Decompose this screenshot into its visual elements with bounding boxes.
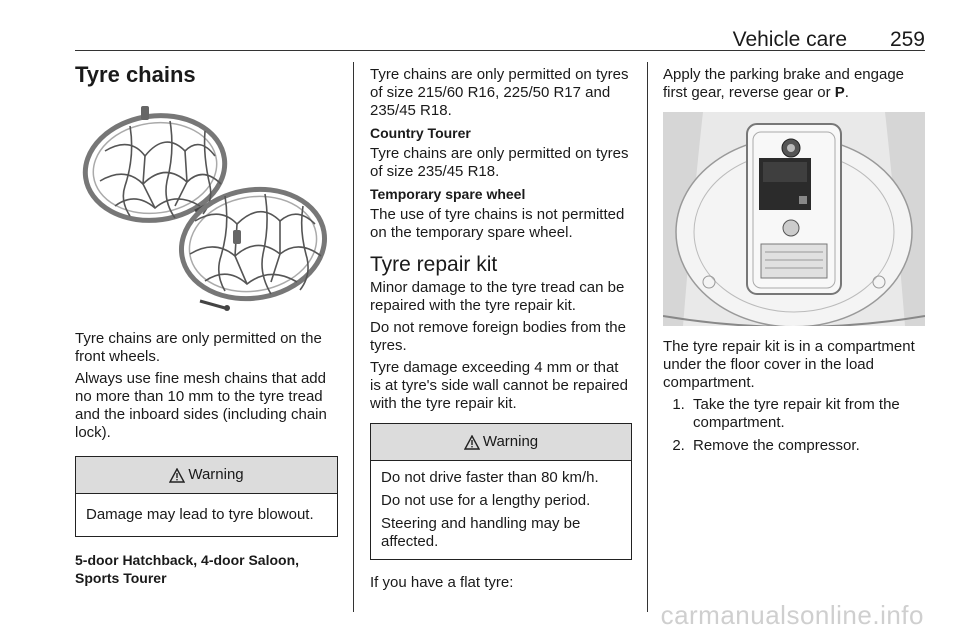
warning-title: Warning bbox=[482, 433, 539, 450]
warning-triangle-icon bbox=[169, 468, 185, 483]
warning-box bbox=[75, 456, 338, 537]
section-title: Vehicle care bbox=[732, 28, 847, 51]
section-heading: Tyre repair kit bbox=[370, 253, 498, 276]
column-right bbox=[663, 66, 925, 460]
tyre-chains-illustration bbox=[75, 96, 338, 318]
repair-kit-compartment-illustration bbox=[663, 112, 925, 326]
warning-header bbox=[76, 457, 337, 494]
page-number: 259 bbox=[889, 28, 925, 51]
paragraph: Minor damage to the tyre tread can be repaired with the tyre repair kit. bbox=[370, 279, 625, 314]
warning-text: Damage may lead to tyre blowout. bbox=[86, 506, 314, 523]
subheading: Temporary spare wheel bbox=[370, 186, 526, 202]
paragraph: The tyre repair kit is in a compartment under the floor cover in the load compartment. bbox=[663, 338, 915, 391]
column-divider bbox=[647, 62, 648, 612]
paragraph: Tyre damage exceeding 4 mm or that is at tyre's side wall cannot be repaired with the tyre repair kit. bbox=[370, 359, 628, 412]
paragraph: Do not remove foreign bodies from the tyres. bbox=[370, 319, 626, 354]
warning-header bbox=[371, 424, 631, 461]
column-divider bbox=[353, 62, 354, 612]
text-run: Apply the parking brake and engage first gear, reverse gear or bbox=[663, 66, 905, 101]
steps-list bbox=[663, 396, 925, 455]
warning-line: Do not drive faster than 80 km/h. bbox=[381, 469, 599, 486]
page-title: Tyre chains bbox=[75, 62, 196, 87]
subheading: Country Tourer bbox=[370, 125, 471, 141]
list-item: 2. Remove the compressor. bbox=[689, 437, 925, 455]
column-middle bbox=[370, 66, 632, 596]
warning-triangle-icon bbox=[464, 435, 480, 450]
paragraph: The use of tyre chains is not permitted on the temporary spare wheel. bbox=[370, 206, 625, 241]
column-left bbox=[75, 62, 338, 590]
watermark: carmanualsonline.info bbox=[660, 600, 924, 630]
paragraph bbox=[663, 66, 925, 102]
warning-line: Steering and handling may be affected. bbox=[381, 515, 581, 550]
paragraph: Tyre chains are only permitted on tyres of size 235/45 R18. bbox=[370, 145, 629, 180]
text-run-bold: P bbox=[834, 84, 845, 101]
warning-line: Do not use for a lengthy period. bbox=[381, 492, 591, 509]
text-run: . bbox=[844, 84, 849, 101]
page-header bbox=[75, 22, 925, 51]
list-item: 1. Take the tyre repair kit from the compartment. bbox=[689, 396, 925, 432]
paragraph: Tyre chains are only permitted on tyres of size 215/60 R16, 225/50 R17 and 235/45 R18. bbox=[370, 66, 629, 119]
paragraph: Always use fine mesh chains that add no more than 10 mm to the tyre tread and the inboard sides (including chain lock). bbox=[75, 370, 327, 441]
warning-title: Warning bbox=[188, 466, 244, 483]
paragraph: Tyre chains are only permitted on the front wheels. bbox=[75, 330, 322, 365]
paragraph: If you have a flat tyre: bbox=[370, 574, 514, 591]
warning-box bbox=[370, 423, 632, 560]
subheading: 5-door Hatchback, 4-door Saloon, Sports Tourer bbox=[75, 552, 300, 586]
